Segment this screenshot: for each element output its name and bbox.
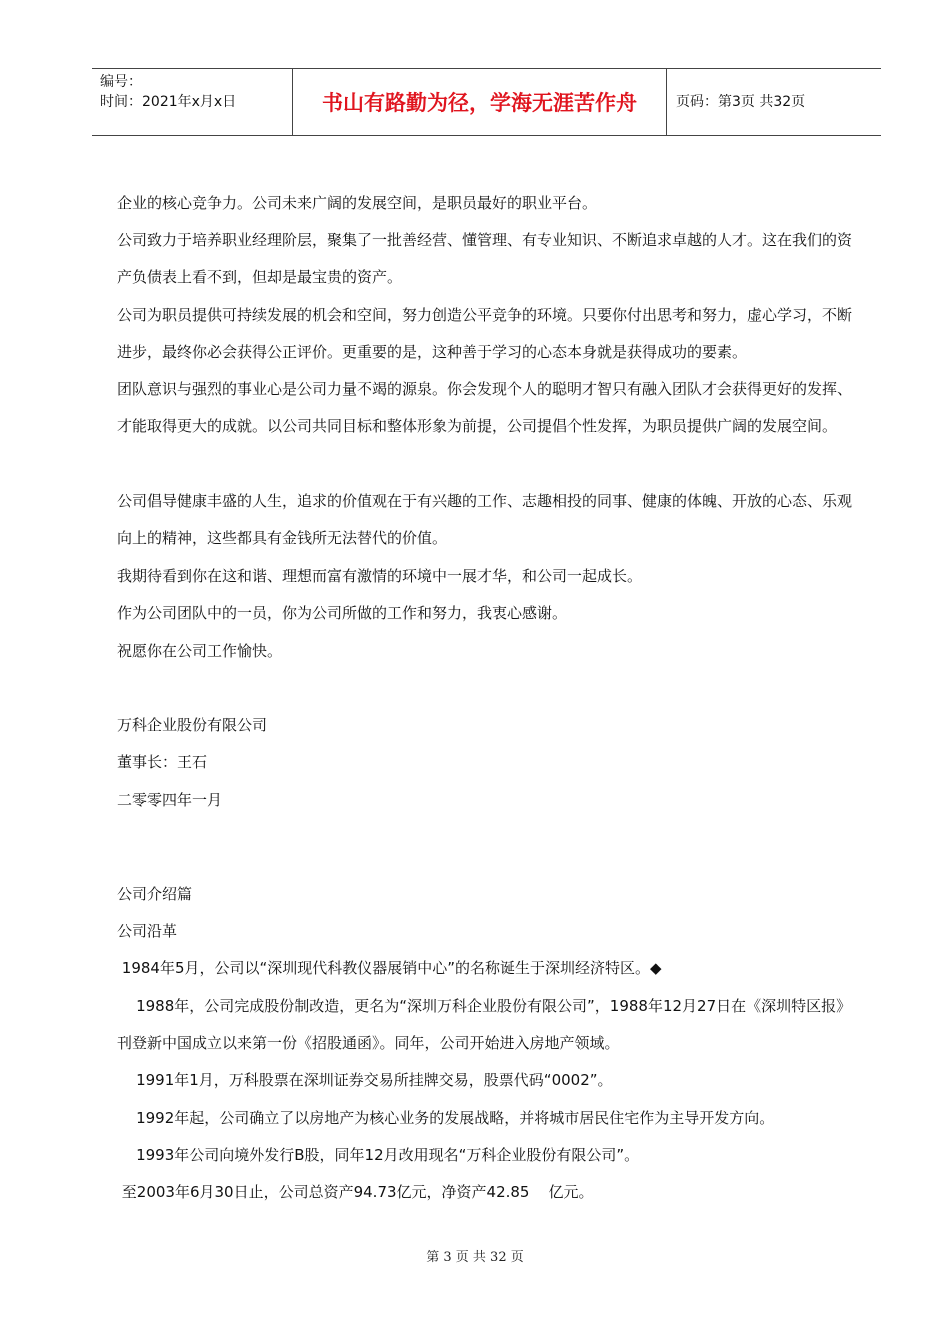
letter-paragraph: 公司为职员提供可持续发展的机会和空间，努力创造公平竞争的环境。只要你付出思考和努力，虚心学习，不断进步，最终你必会获得公正评价。更重要的是，这种善于学习的心态本身就是获得成功的要素。 — [117, 306, 853, 362]
header-divider — [666, 69, 667, 136]
header-time-label: 时间：2021年x月x日 — [100, 94, 237, 110]
header-page-info: 页码：第3页 共32页 — [676, 94, 806, 110]
letter-paragraph: 公司致力于培养职业经理阶层，聚集了一批善经营、懂管理、有专业知识、不断追求卓越的人才。这在我们的资产负债表上看不到，但却是最宝贵的资产。 — [117, 231, 853, 287]
header-number-label: 编号： — [100, 74, 142, 90]
page-header — [92, 68, 881, 136]
history-item: 1992年起，公司确立了以房地产为核心业务的发展战略，并将城市居民住宅作为主导开发方向。 — [117, 1109, 775, 1127]
history-item: 至2003年6月30日止，公司总资产94.73亿元，净资产42.85 亿元。 — [117, 1183, 594, 1201]
letter-signer: 董事长：王石 — [117, 753, 208, 771]
letter-paragraph: 作为公司团队中的一员，你为公司所做的工作和努力，我衷心感谢。 — [117, 604, 568, 622]
letter-paragraph: 企业的核心竞争力。公司未来广阔的发展空间，是职员最好的职业平台。 — [117, 194, 598, 212]
history-item: 1988年，公司完成股份制改造，更名为“深圳万科企业股份有限公司”，1988年12月27日在《深圳特区报》刊登新中国成立以来第一份《招股通函》。同年，公司开始进入房地产领域。 — [117, 997, 852, 1053]
header-motto: 书山有路勤为径，学海无涯苦作舟 — [322, 90, 637, 115]
letter-company: 万科企业股份有限公司 — [117, 716, 268, 734]
section-title: 公司介绍篇 — [117, 885, 193, 903]
letter-paragraph: 团队意识与强烈的事业心是公司力量不竭的源泉。你会发现个人的聪明才智只有融入团队才会获得更好的发挥、才能取得更大的成就。以公司共同目标和整体形象为前提，公司提倡个性发挥，为职员提供广阔的发展空间。 — [117, 380, 853, 436]
subsection-title: 公司沿革 — [117, 922, 178, 940]
letter-date: 二零零四年一月 — [117, 791, 223, 809]
history-item: 1984年5月，公司以“深圳现代科教仪器展销中心”的名称诞生于深圳经济特区。◆ — [117, 959, 662, 977]
letter-paragraph: 我期待看到你在这和谐、理想而富有激情的环境中一展才华，和公司一起成长。 — [117, 567, 643, 585]
page-footer: 第 3 页 共 32 页 — [426, 1250, 524, 1265]
history-item: 1993年公司向境外发行B股，同年12月改用现名“万科企业股份有限公司”。 — [117, 1146, 640, 1164]
letter-paragraph: 公司倡导健康丰盛的人生，追求的价值观在于有兴趣的工作、志趣相投的同事、健康的体魄、开放的心态、乐观向上的精神，这些都具有金钱所无法替代的价值。 — [117, 492, 853, 548]
history-item: 1991年1月，万科股票在深圳证券交易所挂牌交易，股票代码“0002”。 — [117, 1071, 613, 1089]
header-meta — [100, 72, 290, 112]
letter-paragraph: 祝愿你在公司工作愉快。 — [117, 642, 283, 660]
